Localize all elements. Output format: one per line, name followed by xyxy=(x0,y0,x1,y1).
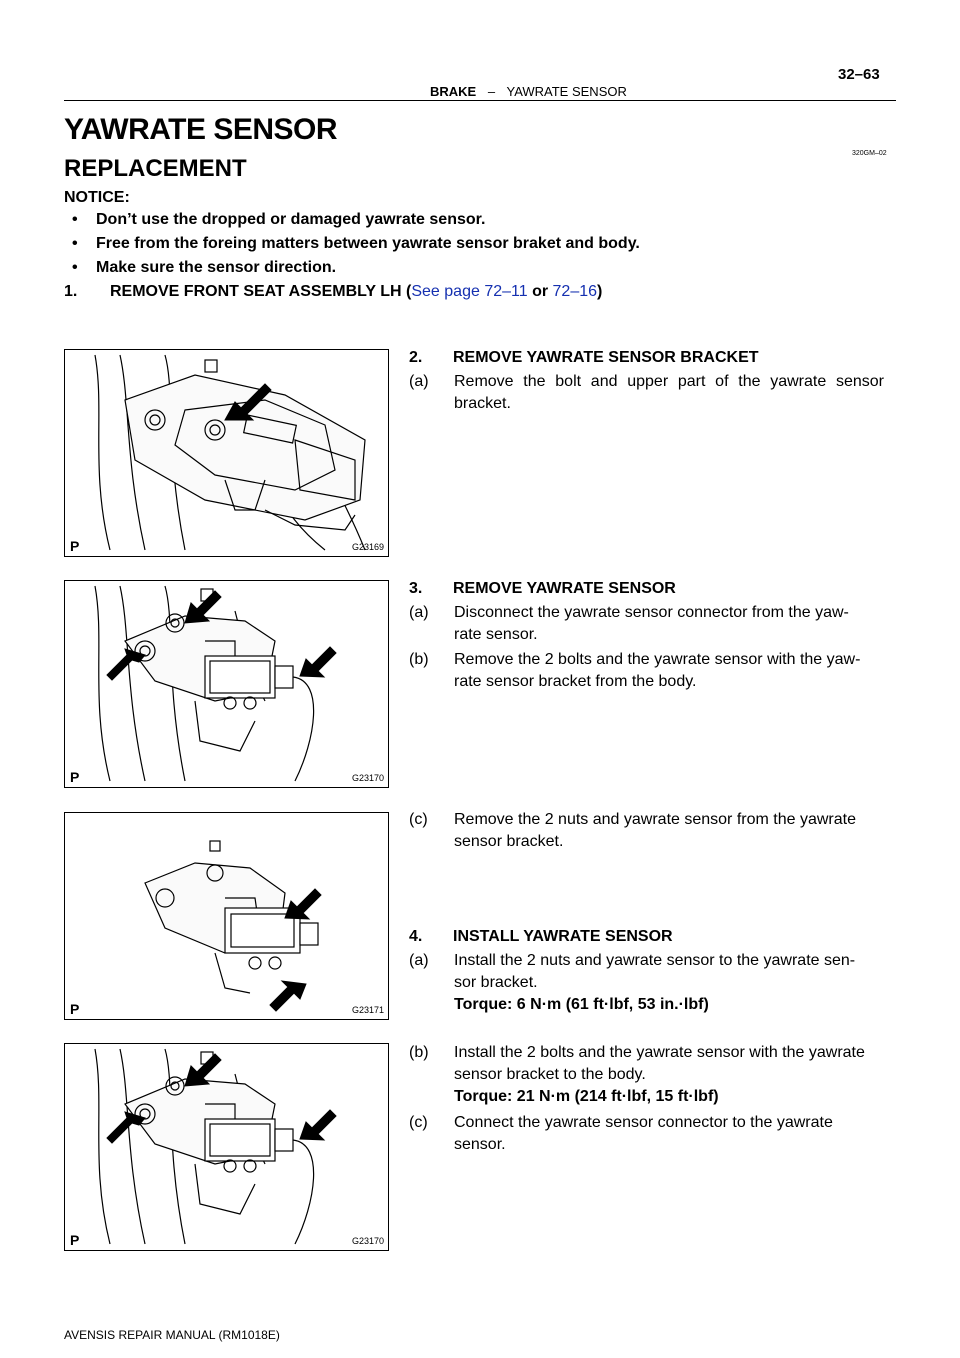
figure-marker: P xyxy=(70,769,80,785)
notice-label: NOTICE: xyxy=(64,189,130,206)
step4-a-line2: sor bracket. xyxy=(454,974,538,991)
step1-label: REMOVE FRONT SEAT ASSEMBLY LH ( xyxy=(110,283,412,300)
step1-text xyxy=(110,282,602,302)
step2-title: REMOVE YAWRATE SENSOR BRACKET xyxy=(453,349,759,366)
notice-bullet-2: • xyxy=(72,235,78,252)
step3-b-line1: Remove the 2 bolts and the yawrate sensor with the yaw- xyxy=(454,651,861,668)
notice-item-3: Make sure the sensor direction. xyxy=(96,259,337,276)
link-page-72-11[interactable]: See page 72–11 xyxy=(411,283,528,300)
step4-a-label: (a) xyxy=(409,952,429,969)
header-separator: – xyxy=(487,84,496,99)
page-title: YAWRATE SENSOR xyxy=(64,113,338,146)
step4-a-torque: Torque: 6 N·m (61 ft·lbf, 53 in.·lbf) xyxy=(454,996,709,1013)
step3-a-line1: Disconnect the yawrate sensor connector from the yaw- xyxy=(454,604,849,621)
step2-a-label: (a) xyxy=(409,373,429,390)
step4-b-line1: Install the 2 bolts and the yawrate sensor with the yawrate xyxy=(454,1044,865,1061)
step1-number: 1. xyxy=(64,283,78,300)
notice-bullet-3: • xyxy=(72,259,78,276)
step3-a-line2: rate sensor. xyxy=(454,626,538,643)
step2-number: 2. xyxy=(409,349,423,366)
bracket-illustration-1 xyxy=(65,350,387,555)
header-subsection: YAWRATE SENSOR xyxy=(506,84,627,99)
step4-b xyxy=(409,1043,889,1113)
notice-item-1: Don’t use the dropped or damaged yawrate sensor. xyxy=(96,211,486,228)
step3-a xyxy=(409,603,889,647)
step3-b-label: (b) xyxy=(409,651,429,668)
header-section: BRAKE xyxy=(430,84,477,99)
step1-close: ) xyxy=(597,283,603,300)
step3-c-label: (c) xyxy=(409,811,428,828)
figure-g23169 xyxy=(64,349,389,557)
step3-c xyxy=(409,810,889,854)
step3-b-line2: rate sensor bracket from the body. xyxy=(454,673,697,690)
figure-id: G23170 xyxy=(351,1236,384,1246)
step4-a xyxy=(409,951,889,1021)
step3-c-line1: Remove the 2 nuts and yawrate sensor from the yawrate xyxy=(454,811,856,828)
bracket-illustration-2 xyxy=(65,581,387,786)
step4-number: 4. xyxy=(409,928,423,945)
bracket-illustration-3 xyxy=(65,813,387,1018)
figure-id: G23169 xyxy=(351,542,384,552)
notice-item-2: Free from the foreing matters between yawrate sensor braket and body. xyxy=(96,235,640,252)
running-header xyxy=(430,84,627,99)
figure-marker: P xyxy=(70,538,80,554)
link-page-72-16[interactable]: 72–16 xyxy=(552,283,598,300)
notice-bullet-1: • xyxy=(72,211,78,228)
step2-a-line1: Remove the bolt and upper part of the yawrate sensor xyxy=(454,373,884,390)
step3-a-label: (a) xyxy=(409,604,429,621)
step4-c xyxy=(409,1113,889,1157)
doc-code: 320GM–02 xyxy=(852,150,887,157)
step3-b xyxy=(409,650,889,694)
step4-title: INSTALL YAWRATE SENSOR xyxy=(453,928,673,945)
header-rule xyxy=(64,100,896,101)
step2-a xyxy=(409,372,889,416)
step1-or: or xyxy=(527,283,553,300)
figure-marker: P xyxy=(70,1232,80,1248)
step4-a-line1: Install the 2 nuts and yawrate sensor to the yawrate sen- xyxy=(454,952,856,969)
figure-id: G23170 xyxy=(351,773,384,783)
figure-g23170 xyxy=(64,580,389,788)
step4-b-line2: sensor bracket to the body. xyxy=(454,1066,646,1083)
step3-c-line2: sensor bracket. xyxy=(454,833,564,850)
figure-marker: P xyxy=(70,1001,80,1017)
step4-b-torque: Torque: 21 N·m (214 ft·lbf, 15 ft·lbf) xyxy=(454,1088,719,1105)
page-footer: AVENSIS REPAIR MANUAL (RM1018E) xyxy=(64,1328,280,1342)
step4-c-line1: Connect the yawrate sensor connector to the yawrate xyxy=(454,1114,833,1131)
figure-id: G23171 xyxy=(351,1005,384,1015)
step4-c-line2: sensor. xyxy=(454,1136,506,1153)
step3-number: 3. xyxy=(409,580,423,597)
step3-title: REMOVE YAWRATE SENSOR xyxy=(453,580,676,597)
step4-b-label: (b) xyxy=(409,1044,429,1061)
bracket-illustration-4 xyxy=(65,1044,387,1249)
step2-a-line2: bracket. xyxy=(454,395,511,412)
figure-g23171 xyxy=(64,812,389,1020)
figure-g23170-repeat xyxy=(64,1043,389,1251)
step4-c-label: (c) xyxy=(409,1114,428,1131)
page-number: 32–63 xyxy=(838,66,880,83)
page-subtitle: REPLACEMENT xyxy=(64,155,247,182)
